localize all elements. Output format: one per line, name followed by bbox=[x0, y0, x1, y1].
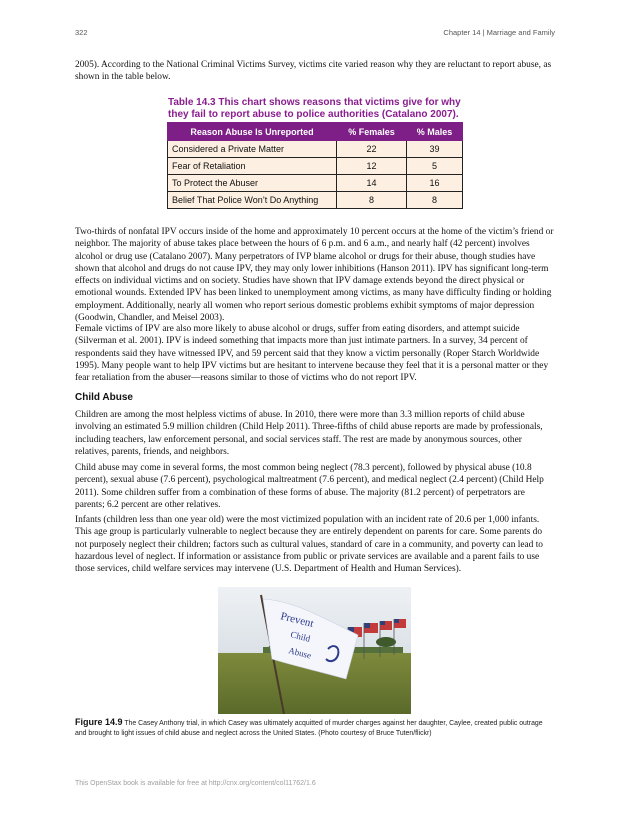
figure-caption-text: The Casey Anthony trial, in which Casey was ultimately acquitted of murder charges against her daughter, Caylee, created public outrage and brought to light issues of child abuse and neglect across the United States. (Photo courtesy of Bruce Tuten/flickr) bbox=[75, 720, 543, 737]
table-row bbox=[168, 192, 463, 209]
paragraph-ipv-female-victims: Female victims of IPV are also more likely to abuse alcohol or drugs, suffer from eating disorders, and attempt suicide (Silverman et al. 2001). IPV is indeed something that impacts more than just intimate partners. In a survey, 34 percent of respondents said they have witnessed IPV, and 59 percent said that they know a victim personally (Roper Starch Worldwide 1995). Many people want to help IPV victims but are hesitant to intervene because they feel that it is a personal matter or they fear retaliation from the abuser—reasons similar to those of victims who do not report IPV. bbox=[75, 324, 549, 384]
table-cell: 39 bbox=[406, 141, 462, 158]
table-cell: To Protect the Abuser bbox=[168, 175, 337, 192]
table-cell: 8 bbox=[406, 192, 462, 209]
intro-paragraph: 2005). According to the National Criminal Victims Survey, victims cite varied reason why they are reluctant to report abuse, as shown in the table below. bbox=[75, 60, 552, 83]
table-cell: 16 bbox=[406, 175, 462, 192]
paragraph-child-abuse-reports: Children are among the most helpless victims of abuse. In 2010, there were more than 3.3 million reports of child abuse involving an estimated 5.9 million children (Child Help 2011). Three-fifths of child abuse reports are made by professionals, including teachers, law enforcement personal, and social services staff. The rest are made by anonymous sources, other relatives, parents, friends, and neighbors. bbox=[75, 410, 543, 457]
table-header-row bbox=[168, 123, 463, 141]
column-header: % Females bbox=[337, 123, 407, 141]
table-row bbox=[168, 141, 463, 158]
flag-text: Child bbox=[289, 629, 312, 644]
chapter-header: Chapter 14 | Marriage and Family bbox=[443, 28, 555, 37]
section-heading-child-abuse: Child Abuse bbox=[75, 392, 133, 403]
prevent-child-abuse-photo bbox=[218, 587, 411, 714]
table-row bbox=[168, 175, 463, 192]
paragraph-ipv-location: Two-thirds of nonfatal IPV occurs inside of the home and approximately 10 percent occurs at the home of the victim’s friend or neighbor. The majority of abuse takes place between the hours of 6 p.m. and 6 a.m., and nearly half (42 percent) involves alcohol or drug use (Catalano 2007). Many perpetrators of IVP blame alcohol or drugs for their abuse, though studies have shown that alcohol and drugs do not cause IPV, they may only lower inhibitions (Hanson 2011). IPV has significant long-term effects on individual victims and on society. Studies have shown that IPV damage extends beyond the direct physical or emotional wounds. Extended IPV has been linked to unemployment among victims, as many have difficulty finding or holding employment. Additionally, nearly all women who report serious domestic problems exhibit symptoms of major depression (Goodwin, Chandler, and Meisel 2003). bbox=[75, 227, 554, 324]
paragraph-infants: Infants (children less than one year old) were the most victimized population with an incident rate of 20.6 per 1,000 infants. This age group is particularly vulnerable to neglect because they are entirely dependent on parents for care. Some parents do not purposely neglect their children; factors such as cultural values, standard of care in a community, and poverty can lead to hazardous level of neglect. If information or assistance from public or private services are available and a parent fails to use those services, child welfare services may intervene (U.S. Department of Health and Human Services). bbox=[75, 515, 543, 575]
table-cell: Fear of Retaliation bbox=[168, 158, 337, 175]
column-header: Reason Abuse Is Unreported bbox=[168, 123, 337, 141]
table-cell: 8 bbox=[337, 192, 407, 209]
figure-caption bbox=[75, 717, 555, 739]
flag-text: Abuse bbox=[287, 645, 313, 661]
table-cell: Considered a Private Matter bbox=[168, 141, 337, 158]
column-header: % Males bbox=[406, 123, 462, 141]
table-cell: 14 bbox=[337, 175, 407, 192]
table-cell: 5 bbox=[406, 158, 462, 175]
table-cell: 12 bbox=[337, 158, 407, 175]
table-caption: Table 14.3 This chart shows reasons that victims give for why they fail to report abuse to police authorities (Catalano 2007). bbox=[168, 97, 461, 120]
table-cell: Belief That Police Won’t Do Anything bbox=[168, 192, 337, 209]
flag-text: Prevent bbox=[279, 610, 315, 631]
footer: This OpenStax book is available for free at http://cnx.org/content/col11762/1.6 bbox=[75, 780, 316, 787]
table-cell: 22 bbox=[337, 141, 407, 158]
figure-label: Figure 14.9 bbox=[75, 717, 123, 727]
paragraph-child-abuse-forms: Child abuse may come in several forms, the most common being neglect (78.3 percent), followed by physical abuse (10.8 percent), sexual abuse (7.6 percent), psychological maltreatment (7.6 percent), and medical neglect (2.4 percent) (Child Help 2011). Some children suffer from a combination of these forms of abuse. The majority (81.2 percent) of perpetrators are parents; 6.2 percent are other relatives. bbox=[75, 463, 544, 510]
reasons-table bbox=[167, 122, 463, 209]
page-number: 322 bbox=[75, 28, 88, 37]
table-row bbox=[168, 158, 463, 175]
